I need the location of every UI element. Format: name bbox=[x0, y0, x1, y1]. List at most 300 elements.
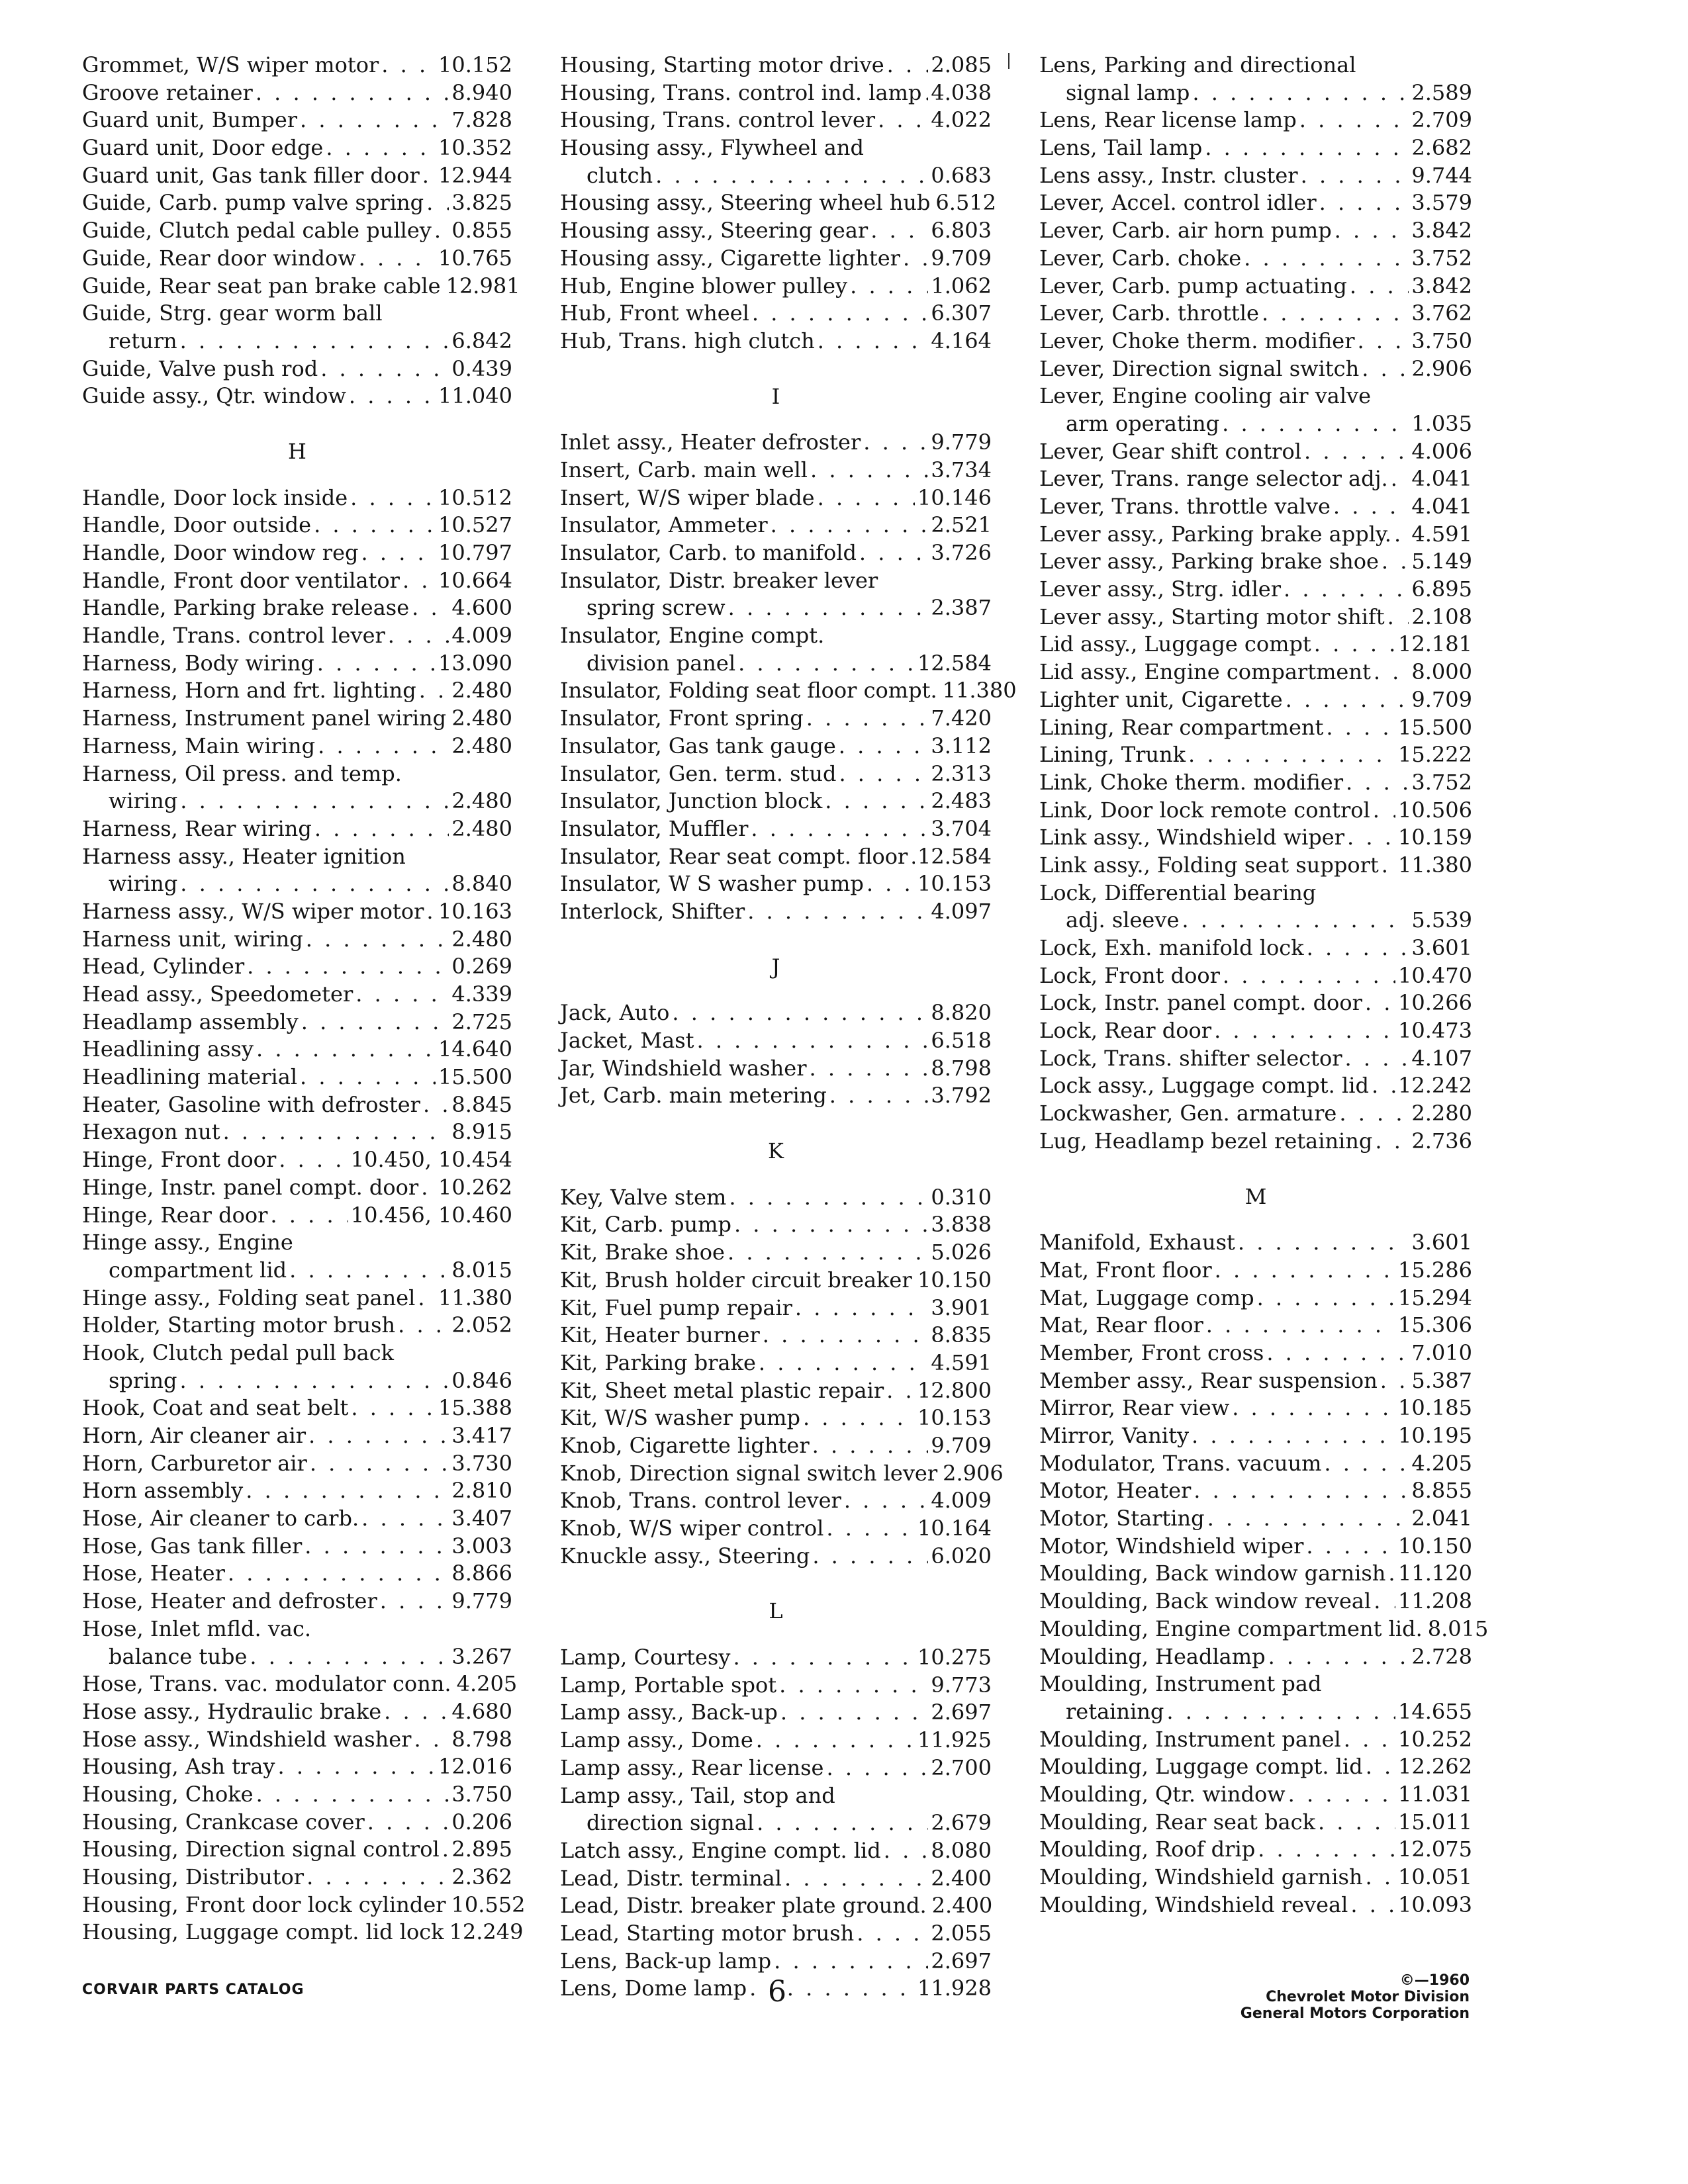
dot-leader bbox=[738, 650, 915, 678]
dot-leader bbox=[1232, 1394, 1395, 1422]
part-name: Modulator, Trans. vacuum bbox=[1039, 1450, 1322, 1476]
part-name: Hinge assy., Folding seat panel bbox=[82, 1285, 416, 1310]
part-name: Jar, Windshield washer bbox=[560, 1055, 807, 1081]
dot-leader bbox=[246, 1477, 449, 1505]
dot-leader bbox=[1350, 1891, 1395, 1919]
part-reference-number: 11.380 bbox=[438, 1285, 512, 1310]
part-reference-number: 8.798 bbox=[451, 1726, 512, 1752]
dot-leader bbox=[910, 843, 915, 871]
dot-leader bbox=[672, 999, 928, 1027]
index-entry bbox=[560, 1543, 992, 1570]
part-reference-number: 3.734 bbox=[931, 457, 992, 482]
dot-leader bbox=[1373, 797, 1395, 825]
dot-leader bbox=[826, 1515, 915, 1543]
index-entry bbox=[1039, 631, 1472, 659]
dot-leader bbox=[1307, 934, 1409, 962]
part-name: Harness, Oil press. and temp. bbox=[82, 760, 402, 786]
part-name: Hook, Clutch pedal pull back bbox=[82, 1340, 395, 1365]
part-name: Insulator, Ammeter bbox=[560, 512, 768, 538]
part-name: Hose assy., Windshield washer bbox=[82, 1726, 412, 1752]
part-reference-number: 12.242 bbox=[1398, 1073, 1472, 1099]
dot-leader bbox=[289, 1257, 449, 1285]
index-entry bbox=[82, 1009, 512, 1036]
index-entry bbox=[560, 705, 992, 733]
part-name: Link assy., Folding seat support bbox=[1039, 852, 1379, 878]
part-reference-number: 15.500 bbox=[438, 1064, 512, 1090]
part-reference-number: 5.387 bbox=[1411, 1367, 1472, 1393]
part-reference-number: 15.388 bbox=[438, 1395, 512, 1421]
index-entry bbox=[1039, 989, 1472, 1017]
part-name: Lens assy., Instr. cluster bbox=[1039, 162, 1298, 188]
dot-leader bbox=[903, 245, 928, 273]
part-name: Harness, Rear wiring bbox=[82, 815, 312, 841]
part-name: Housing, Trans. control lever bbox=[560, 107, 876, 133]
part-reference-number: 3.704 bbox=[931, 815, 992, 841]
index-entry bbox=[82, 1312, 512, 1340]
part-name: Housing assy., Flywheel and bbox=[560, 135, 864, 161]
dot-leader bbox=[1166, 1698, 1395, 1726]
dot-leader bbox=[279, 1146, 348, 1174]
part-reference-number: 8.835 bbox=[931, 1322, 992, 1348]
dot-leader bbox=[1299, 107, 1409, 134]
dot-leader bbox=[806, 705, 929, 733]
index-entry bbox=[82, 1836, 512, 1864]
index-entry bbox=[560, 189, 997, 217]
index-entry bbox=[560, 1404, 992, 1432]
index-entry bbox=[560, 788, 992, 815]
part-name: Insulator, Muffler bbox=[560, 815, 749, 841]
dot-leader bbox=[180, 788, 449, 815]
dot-leader bbox=[380, 1588, 449, 1615]
part-name: Hose, Heater and defroster bbox=[82, 1588, 377, 1614]
part-reference-number: 2.362 bbox=[451, 1864, 512, 1889]
dot-leader bbox=[306, 1864, 449, 1891]
part-reference-number: 3.825 bbox=[451, 190, 512, 216]
index-entry bbox=[82, 870, 512, 898]
part-reference-number: 2.108 bbox=[1411, 604, 1472, 629]
dot-leader bbox=[924, 79, 928, 107]
part-name: Motor, Windshield wiper bbox=[1039, 1533, 1304, 1559]
part-name: Lens, Parking and directional bbox=[1039, 52, 1356, 77]
part-name: Head, Cylinder bbox=[82, 954, 245, 979]
index-entry bbox=[1039, 1394, 1472, 1422]
index-entry bbox=[1039, 1450, 1472, 1478]
index-entry bbox=[1039, 134, 1472, 162]
dot-leader bbox=[763, 1322, 929, 1349]
dot-leader bbox=[1266, 1340, 1409, 1367]
part-reference-number: 10.152 bbox=[438, 52, 512, 77]
index-entry bbox=[1039, 769, 1472, 797]
index-entry bbox=[1039, 797, 1472, 825]
part-reference-number: 3.417 bbox=[451, 1423, 512, 1448]
part-reference-number: 2.589 bbox=[1411, 79, 1472, 105]
index-entry-first-line bbox=[82, 843, 512, 871]
part-reference-number: 3.601 bbox=[1411, 935, 1472, 960]
index-entry bbox=[1039, 604, 1472, 631]
part-reference-number: 10.185 bbox=[1398, 1395, 1472, 1421]
index-entry bbox=[560, 429, 992, 457]
dot-leader bbox=[1206, 1312, 1395, 1340]
dot-leader bbox=[388, 622, 449, 650]
part-reference-number: 4.205 bbox=[1411, 1450, 1472, 1476]
dot-leader bbox=[1374, 659, 1409, 686]
part-reference-number: 8.000 bbox=[1411, 659, 1472, 685]
part-name: Insulator, W S washer pump bbox=[560, 871, 864, 897]
dot-leader bbox=[812, 1432, 929, 1460]
index-entry bbox=[82, 1202, 512, 1230]
dot-leader bbox=[247, 953, 449, 981]
index-entry bbox=[560, 1377, 992, 1405]
index-entry bbox=[560, 1055, 992, 1083]
part-name: Housing, Luggage compt. lid lock bbox=[82, 1919, 444, 1945]
part-name: Interlock, Shifter bbox=[560, 898, 745, 924]
index-entry bbox=[82, 953, 512, 981]
index-entry bbox=[560, 594, 992, 622]
part-name: Member, Front cross bbox=[1039, 1340, 1264, 1365]
index-entry bbox=[1039, 1698, 1472, 1726]
index-entry bbox=[82, 981, 512, 1009]
part-reference-number: 3.792 bbox=[931, 1083, 992, 1109]
part-reference-number: 2.041 bbox=[1411, 1506, 1472, 1531]
index-entry bbox=[560, 1239, 992, 1267]
part-reference-number: 12.800 bbox=[917, 1377, 992, 1403]
part-name: Lens, Rear license lamp bbox=[1039, 107, 1297, 133]
index-entry bbox=[82, 1643, 512, 1671]
index-entry bbox=[1039, 1422, 1472, 1450]
part-reference-number: 8.840 bbox=[451, 871, 512, 897]
part-name: Lamp, Portable spot bbox=[560, 1672, 777, 1698]
dot-leader bbox=[1366, 1864, 1396, 1891]
part-name: Harness, Horn and frt. lighting bbox=[82, 678, 416, 704]
copyright-block bbox=[1241, 1972, 1470, 2022]
index-entry bbox=[1039, 1340, 1472, 1367]
index-entry bbox=[560, 273, 992, 300]
index-entry bbox=[560, 1699, 992, 1727]
part-name: Moulding, Engine compartment lid. bbox=[1039, 1615, 1423, 1641]
part-name: Headlamp assembly bbox=[82, 1009, 299, 1034]
part-reference-number: 4.041 bbox=[1411, 466, 1472, 492]
index-entry bbox=[1039, 1781, 1472, 1809]
part-reference-number: 3.750 bbox=[1411, 328, 1472, 353]
part-reference-number: 1.035 bbox=[1411, 410, 1472, 436]
part-reference-number: 2.055 bbox=[931, 1920, 992, 1946]
part-name: Lock, Exh. manifold lock bbox=[1039, 935, 1304, 960]
part-name: Insulator, Gas tank gauge bbox=[560, 733, 836, 758]
index-entry bbox=[560, 898, 992, 926]
part-reference-number: 2.725 bbox=[451, 1009, 512, 1034]
dot-leader bbox=[818, 328, 929, 355]
dot-leader bbox=[418, 1285, 436, 1312]
part-name: retaining bbox=[1066, 1698, 1164, 1724]
part-reference-number: 11.925 bbox=[917, 1727, 992, 1753]
dot-leader bbox=[1366, 1753, 1395, 1781]
index-entry bbox=[82, 622, 512, 650]
dot-leader bbox=[1345, 1045, 1409, 1073]
part-name: Housing, Trans. control ind. lamp bbox=[560, 79, 922, 105]
part-name: Lock, Differential bearing bbox=[1039, 880, 1317, 905]
part-reference-number: 9.709 bbox=[1411, 686, 1472, 712]
dot-leader bbox=[326, 134, 436, 162]
index-column-3 bbox=[1039, 52, 1489, 1919]
dot-leader bbox=[795, 1295, 928, 1322]
part-name: Mat, Front floor bbox=[1039, 1257, 1212, 1283]
part-reference-number: 3.112 bbox=[931, 733, 992, 758]
index-entry bbox=[82, 1891, 526, 1919]
part-name: Guide, Clutch pedal cable pulley bbox=[82, 218, 432, 244]
part-name: Lever, Trans. range selector adj. bbox=[1039, 466, 1388, 492]
part-name: Motor, Heater bbox=[1039, 1478, 1192, 1504]
dot-leader bbox=[180, 328, 449, 355]
dot-leader bbox=[779, 1672, 928, 1700]
part-name: Lamp, Courtesy bbox=[560, 1645, 731, 1670]
index-entry-first-line bbox=[1039, 1670, 1472, 1698]
index-entry bbox=[1039, 1753, 1472, 1781]
part-name: adj. sleeve bbox=[1066, 907, 1180, 933]
dot-leader bbox=[1335, 217, 1409, 245]
index-entry bbox=[1039, 1017, 1472, 1045]
dot-leader bbox=[180, 1367, 449, 1395]
part-reference-number: 3.407 bbox=[451, 1506, 512, 1531]
part-reference-number: 6.512 bbox=[935, 190, 997, 216]
part-name: Lever assy., Strg. idler bbox=[1039, 576, 1282, 602]
index-entry bbox=[82, 1064, 512, 1091]
index-entry bbox=[82, 383, 512, 410]
part-reference-number: 4.022 bbox=[931, 107, 992, 133]
dot-leader bbox=[1375, 1128, 1409, 1156]
part-reference-number: 5.539 bbox=[1411, 907, 1472, 933]
part-name: arm operating bbox=[1066, 410, 1220, 436]
dot-leader bbox=[759, 1349, 929, 1377]
part-reference-number: 8.015 bbox=[1427, 1615, 1489, 1641]
part-reference-number: 15.294 bbox=[1398, 1285, 1472, 1310]
part-name: Handle, Trans. control lever bbox=[82, 623, 385, 649]
dot-leader bbox=[350, 484, 436, 512]
part-reference-number: 4.164 bbox=[931, 328, 992, 353]
index-entry bbox=[1039, 686, 1472, 714]
index-entry bbox=[82, 677, 512, 705]
part-name: Lock, Front door bbox=[1039, 962, 1220, 988]
part-name: Lever, Trans. throttle valve bbox=[1039, 494, 1331, 519]
dot-leader bbox=[1326, 714, 1395, 742]
part-name: Guide, Valve push rod bbox=[82, 355, 318, 381]
index-entry bbox=[560, 1672, 992, 1700]
part-reference-number: 4.097 bbox=[931, 898, 992, 924]
dot-leader bbox=[863, 429, 928, 457]
part-reference-number: 10.506 bbox=[1398, 797, 1472, 823]
part-name: Knob, Cigarette lighter bbox=[560, 1432, 810, 1458]
index-entry bbox=[82, 1367, 512, 1395]
index-entry-first-line bbox=[82, 1615, 512, 1643]
section-letter-heading: J bbox=[771, 954, 780, 979]
part-reference-number: 0.439 bbox=[451, 355, 512, 381]
index-entry bbox=[560, 52, 992, 79]
part-name: Insulator, Carb. to manifold bbox=[560, 540, 857, 565]
part-name: Member assy., Rear suspension bbox=[1039, 1367, 1378, 1393]
dot-leader bbox=[1333, 493, 1409, 521]
part-reference-number: 10.159 bbox=[1398, 825, 1472, 850]
part-name: Housing assy., Steering gear bbox=[560, 218, 868, 244]
dot-leader bbox=[1319, 189, 1409, 217]
part-name: Insert, W/S wiper blade bbox=[560, 484, 815, 510]
part-name: return bbox=[109, 328, 177, 353]
index-entry bbox=[560, 1920, 992, 1948]
dot-leader bbox=[301, 1009, 449, 1036]
dot-leader bbox=[300, 107, 449, 134]
part-name: Lid assy., Engine compartment bbox=[1039, 659, 1371, 685]
part-reference-number: 8.015 bbox=[451, 1257, 512, 1283]
part-reference-number: 4.006 bbox=[1411, 438, 1472, 464]
part-name: Harness, Instrument panel wiring bbox=[82, 705, 447, 731]
dot-leader bbox=[1222, 410, 1409, 438]
part-name: Moulding, Rear seat back bbox=[1039, 1809, 1315, 1835]
dot-leader bbox=[784, 1865, 928, 1893]
part-reference-number: 8.820 bbox=[931, 1000, 992, 1026]
dot-leader bbox=[250, 1643, 449, 1671]
part-name: Housing, Distributor bbox=[82, 1864, 305, 1889]
part-name: Lead, Distr. breaker plate ground. bbox=[560, 1893, 927, 1919]
dot-leader bbox=[426, 189, 449, 217]
part-reference-number: 11.208 bbox=[1398, 1588, 1472, 1614]
part-name: Link, Door lock remote control bbox=[1039, 797, 1370, 823]
part-reference-number: 4.038 bbox=[931, 79, 992, 105]
part-reference-number: 10.552 bbox=[451, 1891, 526, 1917]
dot-leader bbox=[381, 52, 436, 79]
part-reference-number: 10.252 bbox=[1398, 1726, 1472, 1752]
part-reference-number: 10.093 bbox=[1398, 1891, 1472, 1917]
dot-leader bbox=[655, 162, 928, 190]
index-entry bbox=[1039, 1477, 1472, 1505]
dot-leader bbox=[728, 594, 929, 622]
part-reference-number: 4.009 bbox=[451, 623, 512, 649]
part-name: Motor, Starting bbox=[1039, 1506, 1205, 1531]
part-name: Lining, Rear compartment bbox=[1039, 714, 1324, 740]
part-reference-number: 3.752 bbox=[1411, 245, 1472, 271]
part-name: Guide, Rear door window bbox=[82, 245, 356, 271]
dot-leader bbox=[1268, 1643, 1409, 1671]
part-reference-number: 2.480 bbox=[451, 733, 512, 758]
index-entry bbox=[82, 134, 512, 162]
dot-leader bbox=[1238, 1229, 1409, 1257]
part-reference-number: 10.512 bbox=[438, 484, 512, 510]
part-reference-number: 9.779 bbox=[931, 430, 992, 455]
index-entry bbox=[1039, 659, 1472, 686]
part-reference-number: 12.262 bbox=[1398, 1754, 1472, 1780]
index-entry bbox=[1039, 493, 1472, 521]
index-entry bbox=[1039, 521, 1472, 549]
part-name: Handle, Parking brake release bbox=[82, 595, 410, 621]
part-reference-number: 10.195 bbox=[1398, 1423, 1472, 1448]
part-name: Insert, Carb. main well bbox=[560, 457, 808, 482]
part-name: Insulator, Gen. term. stud bbox=[560, 760, 837, 786]
part-name: Mat, Luggage comp bbox=[1039, 1285, 1254, 1310]
part-reference-number: 15.306 bbox=[1398, 1312, 1472, 1338]
dot-leader bbox=[1347, 824, 1395, 852]
part-name: Knob, Trans. control lever bbox=[560, 1488, 841, 1514]
dot-leader bbox=[844, 1487, 929, 1515]
part-name: Knuckle assy., Steering bbox=[560, 1543, 810, 1569]
part-name: Lamp assy., Back-up bbox=[560, 1700, 778, 1725]
dot-leader bbox=[757, 1809, 928, 1837]
part-name: Harness, Body wiring bbox=[82, 650, 314, 676]
part-name: Moulding, Roof drip bbox=[1039, 1837, 1256, 1862]
part-name: Manifold, Exhaust bbox=[1039, 1230, 1235, 1255]
part-name: Housing, Direction signal control bbox=[82, 1837, 440, 1862]
part-name: balance tube bbox=[109, 1643, 248, 1669]
dot-leader bbox=[1194, 1477, 1409, 1505]
part-name: Lever, Gear shift control bbox=[1039, 438, 1301, 464]
index-entry bbox=[1039, 1045, 1472, 1073]
part-reference-number: 4.680 bbox=[451, 1698, 512, 1724]
dot-leader bbox=[355, 981, 449, 1009]
part-name: Lid assy., Luggage compt bbox=[1039, 631, 1311, 657]
dot-leader bbox=[359, 245, 436, 273]
part-name: Headlining material bbox=[82, 1064, 298, 1090]
index-entry bbox=[82, 788, 512, 815]
part-name: Kit, Sheet metal plastic repair bbox=[560, 1377, 884, 1403]
part-name: Lever assy., Starting motor shift bbox=[1039, 604, 1385, 629]
index-entry bbox=[82, 328, 512, 355]
dot-leader bbox=[308, 1422, 449, 1450]
part-reference-number: 2.810 bbox=[451, 1478, 512, 1504]
division-name: Chevrolet Motor Division bbox=[1266, 1989, 1470, 2005]
dot-leader bbox=[1205, 134, 1409, 162]
part-reference-number: 2.700 bbox=[931, 1754, 992, 1780]
index-entry bbox=[1039, 410, 1472, 438]
part-name: Horn, Air cleaner air bbox=[82, 1423, 306, 1448]
index-entry bbox=[1039, 1891, 1472, 1919]
part-reference-number: 10.527 bbox=[438, 512, 512, 538]
dot-leader bbox=[752, 300, 929, 328]
index-entry bbox=[1039, 355, 1472, 383]
part-name: Link, Choke therm. modifier bbox=[1039, 769, 1343, 795]
dot-leader bbox=[426, 898, 436, 926]
index-entry bbox=[1039, 273, 1472, 300]
part-reference-number: 2.480 bbox=[451, 815, 512, 841]
part-name: Lockwasher, Gen. armature bbox=[1039, 1101, 1337, 1126]
part-reference-number: 2.387 bbox=[931, 595, 992, 621]
dot-leader bbox=[398, 1312, 449, 1340]
dot-leader bbox=[1182, 907, 1409, 934]
part-reference-number: 2.682 bbox=[1411, 135, 1472, 161]
part-name: Headlining assy bbox=[82, 1036, 254, 1062]
dot-leader bbox=[818, 484, 915, 512]
part-name: Hub, Trans. high clutch bbox=[560, 328, 815, 353]
index-entry bbox=[82, 594, 512, 622]
part-reference-number: 6.518 bbox=[931, 1028, 992, 1053]
part-name: Moulding, Headlamp bbox=[1039, 1643, 1266, 1669]
part-name: Mirror, Vanity bbox=[1039, 1423, 1190, 1448]
part-name: Housing assy., Cigarette lighter bbox=[560, 245, 900, 271]
dot-leader bbox=[850, 273, 928, 300]
dot-leader bbox=[223, 1118, 449, 1146]
dot-leader bbox=[1301, 162, 1409, 190]
part-name: Lens, Back-up lamp bbox=[560, 1948, 772, 1974]
dot-leader bbox=[1192, 1422, 1395, 1450]
index-entry bbox=[560, 1754, 992, 1782]
part-name: Hose, Air cleaner to carb. bbox=[82, 1506, 359, 1531]
part-name: Moulding, Windshield garnish bbox=[1039, 1864, 1363, 1889]
dot-leader bbox=[878, 107, 928, 134]
dot-leader bbox=[361, 539, 436, 567]
corporation-name: General Motors Corporation bbox=[1240, 2005, 1470, 2022]
index-entry bbox=[560, 1948, 992, 1976]
index-entry bbox=[560, 1515, 992, 1543]
part-reference-number: 2.521 bbox=[931, 512, 992, 538]
part-name: Hinge, Rear door bbox=[82, 1202, 268, 1228]
index-entry bbox=[82, 650, 512, 678]
dot-leader bbox=[1304, 438, 1409, 466]
index-entry bbox=[1039, 907, 1472, 934]
